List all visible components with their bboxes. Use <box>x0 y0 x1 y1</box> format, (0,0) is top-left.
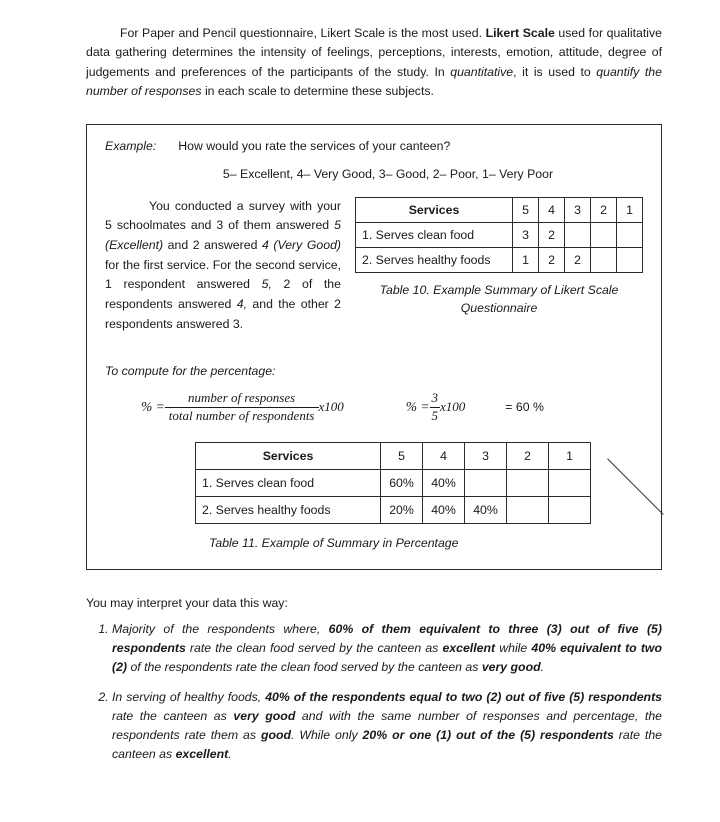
table11-r0-c1: 60% <box>381 469 423 496</box>
item2-b2: very good <box>233 708 296 723</box>
table11-r1-c3: 40% <box>465 496 507 523</box>
table10-r0-c0: 1. Serves clean food <box>356 222 513 247</box>
item2-b5: excellent <box>175 746 229 761</box>
survey-italic-5b: 5, <box>261 277 272 292</box>
table11-r1-c0: 2. Serves healthy foods <box>196 496 381 523</box>
fraction-three-fifths <box>430 390 441 424</box>
table11-r0-c5 <box>549 469 591 496</box>
item1-a: Majority of the respondents where, <box>112 621 329 636</box>
item2-g: . <box>228 746 232 761</box>
intro-text-d: in each scale to determine these subjects. <box>201 84 434 99</box>
survey-italic-4: 4 (Very Good) <box>261 238 342 253</box>
fraction-numerator: number of responses <box>188 390 296 406</box>
table11-header-5: 1 <box>549 442 591 469</box>
intro-text-c: , it is used to <box>513 64 597 79</box>
item2-a: In serving of healthy foods, <box>112 689 266 704</box>
table10-r0-c3 <box>565 222 591 247</box>
table11-header-4: 2 <box>507 442 549 469</box>
percentage-lead: To compute for the percentage: <box>105 364 276 379</box>
table-row <box>356 222 643 247</box>
item2-d: and with the same number of responses and percentage, the respondents rate them as <box>112 708 662 742</box>
table11-wrapper <box>105 442 643 524</box>
likert-scale-legend: 5– Excellent, 4– Very Good, 3– Good, 2– Poor, 1– Very Poor <box>222 166 554 181</box>
interpretation-list <box>86 620 662 764</box>
survey-text-d: 2 of the respondents answered <box>105 277 341 312</box>
table11-header-0: Services <box>196 442 381 469</box>
table10-header-3: 3 <box>565 197 591 222</box>
table-row-header <box>196 442 591 469</box>
table11-caption: Table 11. Example of Summary in Percentage <box>209 535 459 550</box>
times-100-a: x100 <box>318 399 344 415</box>
table11-r0-c3 <box>465 469 507 496</box>
item1-d: while <box>495 640 532 655</box>
item2-b1: 40% of the respondents equal to two (2) out of five (5) respondents <box>265 689 662 704</box>
fraction-denominator: total number of respondents <box>168 407 315 423</box>
item1-b2: excellent <box>442 640 496 655</box>
intro-bold-likert: Likert Scale <box>485 26 555 40</box>
intro-paragraph <box>86 24 662 102</box>
table11-r1-c5 <box>549 496 591 523</box>
table11-r0-c4 <box>507 469 549 496</box>
survey-text-a: You conducted a survey with your 5 schoolmates and 3 of them answered <box>105 198 341 233</box>
item1-b3: 40% equivalent to two (2) <box>112 640 662 674</box>
table10-header-4: 2 <box>591 197 617 222</box>
example-box <box>86 124 662 570</box>
item2-c: rate the canteen as <box>112 708 234 723</box>
table10-r1-c2: 2 <box>539 247 565 272</box>
times-100-b: x100 <box>440 399 466 415</box>
table10-header-5: 1 <box>617 197 643 222</box>
table10-column <box>355 197 643 318</box>
item1-b1: 60% of them equivalent to three (3) out of five (5) respondents <box>112 621 662 655</box>
list-item <box>112 620 662 677</box>
table11-header-3: 3 <box>465 442 507 469</box>
survey-italic-4b: 4, <box>236 297 248 312</box>
table10-r0-c1: 3 <box>513 222 539 247</box>
table-row <box>196 496 591 523</box>
table11-header-1: 5 <box>381 442 423 469</box>
percentage-result: = 60 % <box>505 400 544 415</box>
table10-r0-c2: 2 <box>539 222 565 247</box>
table11-r0-c0: 1. Serves clean food <box>196 469 381 496</box>
example-question-line <box>105 139 643 153</box>
item1-f: . <box>540 659 545 674</box>
table10-r1-c1: 1 <box>513 247 539 272</box>
table10-header-0: Services <box>356 197 513 222</box>
fraction-numerator-3: 3 <box>431 390 439 406</box>
table10-r1-c0: 2. Serves healthy foods <box>356 247 513 272</box>
page-fold-decoration <box>605 513 661 569</box>
table10-r0-c4 <box>591 222 617 247</box>
table-row <box>356 247 643 272</box>
fraction-denominator-5: 5 <box>431 407 439 423</box>
table-likert-summary <box>355 197 643 273</box>
intro-text-a: For Paper and Pencil questionnaire, Likert Scale is the most used. <box>120 26 486 40</box>
example-question: How would you rate the services of your canteen? <box>178 138 451 153</box>
example-label: Example: <box>105 138 157 153</box>
survey-italic-5: 5 (Excellent) <box>105 218 341 253</box>
item1-c: rate the clean food served by the canteen as <box>185 640 443 655</box>
table10-r1-c5 <box>617 247 643 272</box>
intro-text-b: used for qualitative data gathering determines the intensity of feelings, perceptions, interests, emotion, attitude, degree of judgements and preferences of the participants of the study. In <box>86 26 662 79</box>
table11-r1-c1: 20% <box>381 496 423 523</box>
table-row-header <box>356 197 643 222</box>
table11-header-2: 4 <box>423 442 465 469</box>
percentage-formula-row <box>105 390 643 424</box>
survey-description <box>105 197 341 335</box>
table10-r1-c3: 2 <box>565 247 591 272</box>
survey-text-e: and the other 2 respondents answered 3. <box>105 297 341 331</box>
item1-e: of the respondents rate the clean food served by the canteen as <box>127 659 482 674</box>
example-box-wrapper <box>86 124 662 570</box>
interpretation-section <box>86 596 662 764</box>
table10-r1-c4 <box>591 247 617 272</box>
intro-italic-quantitative: quantitative <box>450 64 514 79</box>
percent-equals-2: % = <box>405 399 430 415</box>
table10-header-1: 5 <box>513 197 539 222</box>
table-row <box>196 469 591 496</box>
list-item <box>112 688 662 764</box>
table11-r1-c4 <box>507 496 549 523</box>
table10-caption: Table 10. Example Summary of Likert Scale Questionnaire <box>379 282 619 315</box>
item2-b3: good <box>260 727 291 742</box>
item1-b4: very good <box>481 659 541 674</box>
intro-italic-quantify: quantify the number of responses <box>86 64 662 99</box>
table10-header-2: 4 <box>539 197 565 222</box>
table11-r0-c2: 40% <box>423 469 465 496</box>
percent-equals-1: % = <box>141 399 165 415</box>
table11-r1-c2: 40% <box>423 496 465 523</box>
item2-b4: 20% or one (1) out of the (5) respondents <box>362 727 614 742</box>
interpretation-lead: You may interpret your data this way: <box>86 595 288 610</box>
item2-f: rate the canteen as <box>112 727 663 761</box>
item2-e: . While only <box>291 727 363 742</box>
survey-text-b: and 2 answered <box>163 238 262 253</box>
table-percentage-summary <box>195 442 591 524</box>
survey-and-table-row <box>105 197 643 335</box>
table10-r0-c5 <box>617 222 643 247</box>
fraction-responses <box>165 390 319 424</box>
survey-text-c: for the first service. For the second service, 1 respondent answered <box>105 257 341 292</box>
